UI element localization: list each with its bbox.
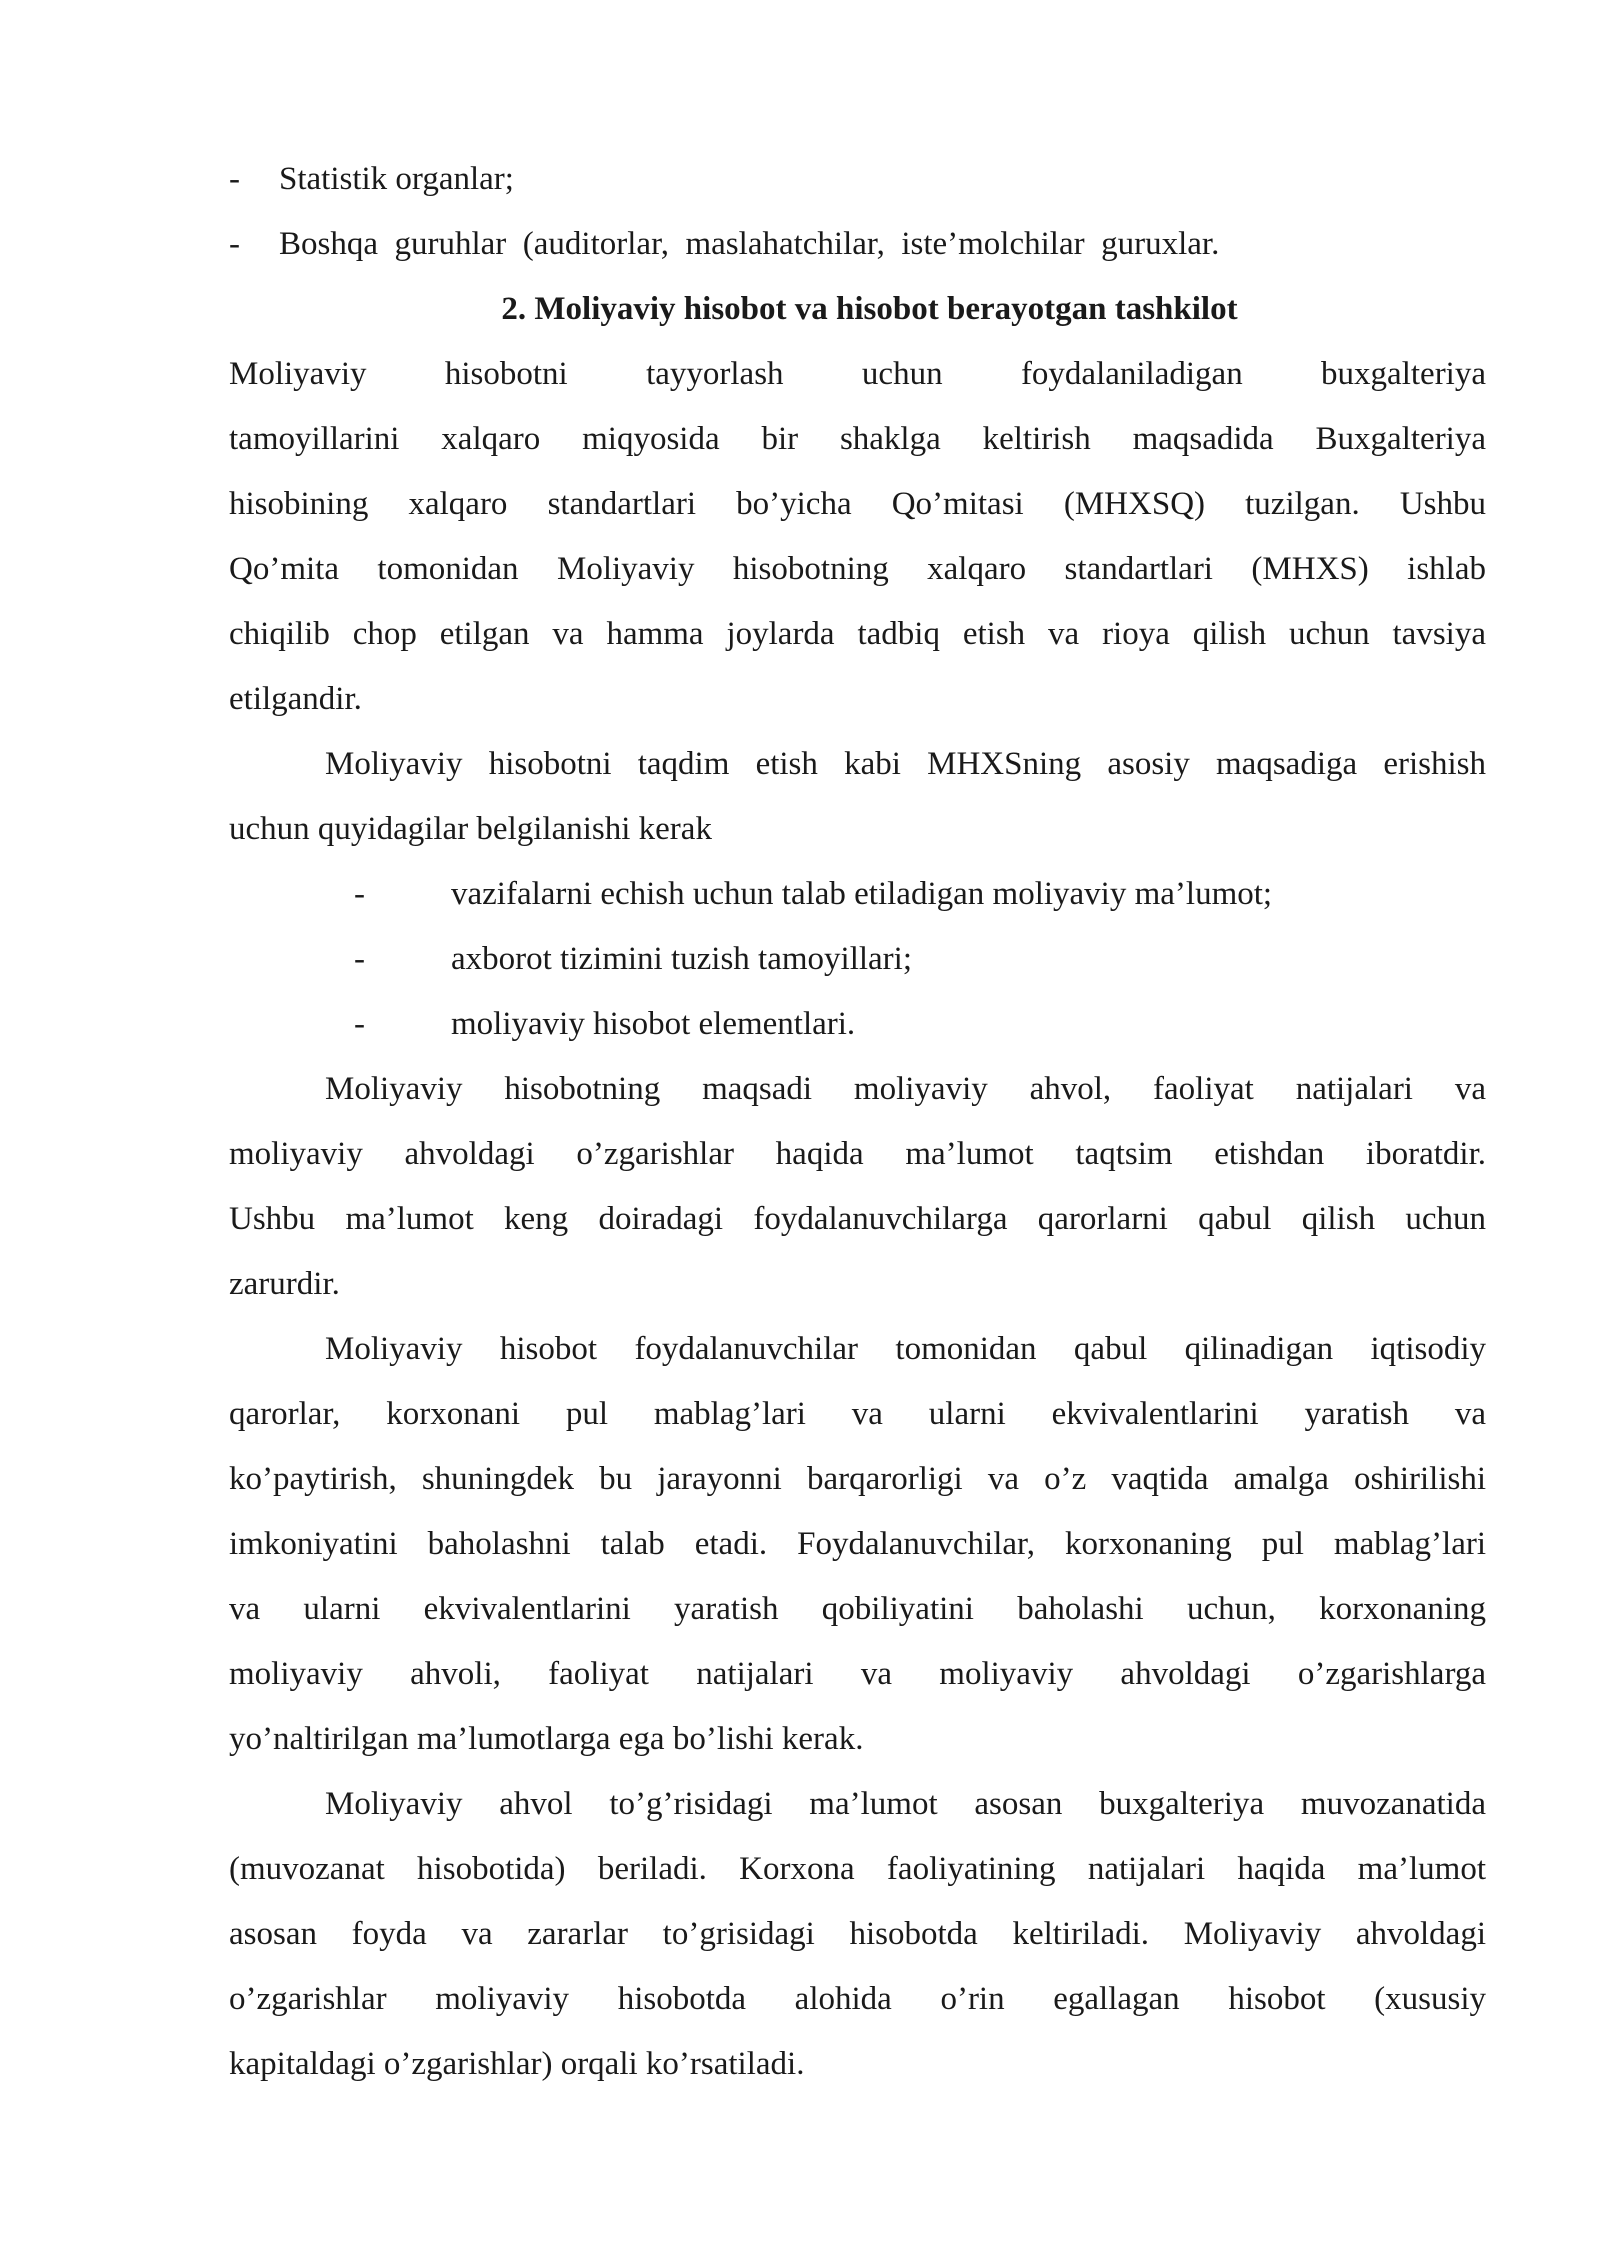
paragraph-line: tamoyillarini xalqaro miqyosida bir shaklga keltirish maqsadida Buxgalteriya xyxy=(229,421,1486,457)
paragraph-line: Moliyaviy hisobotning maqsadi moliyaviy ahvol, faoliyat natijalari va xyxy=(325,1071,1486,1107)
paragraph-line: Moliyaviy ahvol to’g’risidagi ma’lumot asosan buxgalteriya muvozanatida xyxy=(325,1786,1486,1822)
paragraph-line: o’zgarishlar moliyaviy hisobotda alohida o’rin egallagan hisobot (xususiy xyxy=(229,1981,1486,2017)
list-item-text: vazifalarni echish uchun talab etiladigan moliyaviy ma’lumot; xyxy=(451,876,1273,912)
bullet-dash: - xyxy=(229,161,240,197)
paragraph-line: qarorlar, korxonani pul mablag’lari va ularni ekvivalentlarini yaratish va xyxy=(229,1396,1486,1432)
list-item xyxy=(229,862,1486,927)
paragraph-3 xyxy=(229,1057,1486,1317)
paragraph-line: Ushbu ma’lumot keng doiradagi foydalanuvchilarga qarorlarni qabul qilish uchun xyxy=(229,1201,1486,1237)
paragraph-line: yo’naltirilgan ma’lumotlarga ega bo’lishi kerak. xyxy=(229,1721,864,1757)
paragraph-line: imkoniyatini baholashni talab etadi. Foydalanuvchilar, korxonaning pul mablag’lari xyxy=(229,1526,1486,1562)
paragraph-line: Moliyaviy hisobotni taqdim etish kabi MHXSning asosiy maqsadiga erishish xyxy=(325,746,1486,782)
list-item-text: Statistik organlar; xyxy=(279,161,514,197)
paragraph-4 xyxy=(229,1317,1486,1772)
list-item-text: moliyaviy hisobot elementlari. xyxy=(451,1006,856,1042)
list-item xyxy=(229,212,1486,277)
paragraph-line: moliyaviy ahvoldagi o’zgarishlar haqida ma’lumot taqtsim etishdan iboratdir. xyxy=(229,1136,1486,1172)
paragraph-line: asosan foyda va zararlar to’grisidagi hisobotda keltiriladi. Moliyaviy ahvoldagi xyxy=(229,1916,1486,1952)
list-item xyxy=(229,992,1486,1057)
section-heading-text: 2. Moliyaviy hisobot va hisobot berayotgan tashkilot xyxy=(501,291,1238,327)
paragraph-line: zarurdir. xyxy=(229,1266,340,1302)
paragraph-line: ko’paytirish, shuningdek bu jarayonni barqarorligi va o’z vaqtida amalga oshirilishi xyxy=(229,1461,1486,1497)
list-item-text: axborot tizimini tuzish tamoyillari; xyxy=(451,941,913,977)
list-item-text: Boshqa guruhlar (auditorlar, maslahatchilar, iste’molchilar guruxlar. xyxy=(279,226,1220,262)
paragraph-line: Moliyaviy hisobotni tayyorlash uchun foydalaniladigan buxgalteriya xyxy=(229,356,1486,392)
paragraph-line: kapitaldagi o’zgarishlar) orqali ko’rsatiladi. xyxy=(229,2046,805,2082)
paragraph-2 xyxy=(229,732,1486,862)
paragraph-line: chiqilib chop etilgan va hamma joylarda tadbiq etish va rioya qilish uchun tavsiya xyxy=(229,616,1486,652)
paragraph-line: moliyaviy ahvoli, faoliyat natijalari va moliyaviy ahvoldagi o’zgarishlarga xyxy=(229,1656,1486,1692)
paragraph-line: hisobining xalqaro standartlari bo’yicha Qo’mitasi (MHXSQ) tuzilgan. Ushbu xyxy=(229,486,1486,522)
paragraph-line: va ularni ekvivalentlarini yaratish qobiliyatini baholashi uchun, korxonaning xyxy=(229,1591,1486,1627)
list-item xyxy=(229,147,1486,212)
bullet-dash: - xyxy=(354,1006,365,1042)
paragraph-line: Qo’mita tomonidan Moliyaviy hisobotning xalqaro standartlari (MHXS) ishlab xyxy=(229,551,1486,587)
bullet-dash: - xyxy=(229,226,240,262)
paragraph-line: uchun quyidagilar belgilanishi kerak xyxy=(229,811,712,847)
bullet-dash: - xyxy=(354,941,365,977)
paragraph-1 xyxy=(229,342,1486,732)
bullet-dash: - xyxy=(354,876,365,912)
document-page xyxy=(229,147,1486,2097)
paragraph-5 xyxy=(229,1772,1486,2097)
paragraph-line: (muvozanat hisobotida) beriladi. Korxona faoliyatining natijalari haqida ma’lumot xyxy=(229,1851,1486,1887)
paragraph-line: Moliyaviy hisobot foydalanuvchilar tomonidan qabul qilinadigan iqtisodiy xyxy=(325,1331,1486,1367)
section-heading xyxy=(229,277,1486,342)
paragraph-line: etilgandir. xyxy=(229,681,362,717)
list-item xyxy=(229,927,1486,992)
